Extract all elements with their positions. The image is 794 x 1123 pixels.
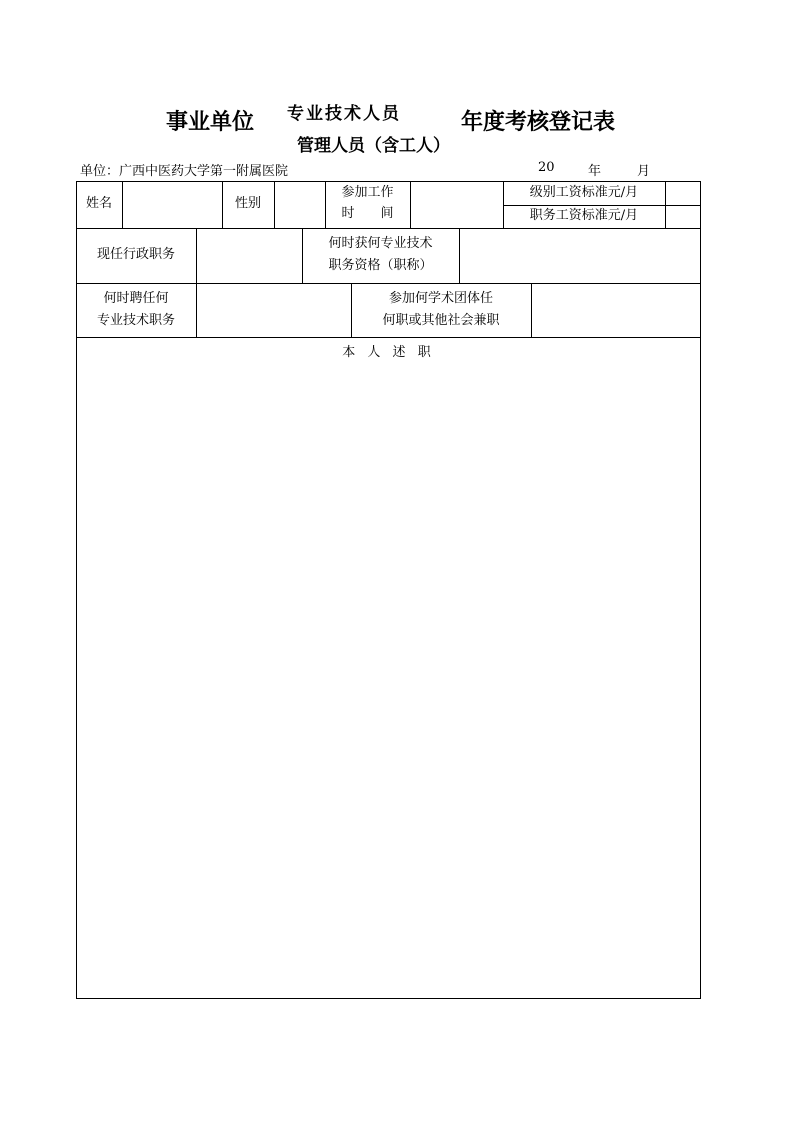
grade-salary-label: 级别工资标准元/月 <box>529 185 639 200</box>
name-label: 姓名 <box>85 196 112 211</box>
unit-label: 单位：广西中医药大学第一附属医院 <box>80 164 289 179</box>
grade-salary-field[interactable] <box>666 182 700 205</box>
year-label: 年 <box>588 164 602 179</box>
title-suffix: 年度考核登记表 <box>461 110 616 135</box>
society-label-line1: 参加何学术团体任 <box>388 291 493 306</box>
work-start-field[interactable] <box>411 182 503 228</box>
admin-position-field[interactable] <box>197 229 302 283</box>
qualification-label-line1: 何时获何专业技术 <box>328 236 433 251</box>
work-start-label-line1: 参加工作 <box>341 185 394 200</box>
appointment-label-line2: 专业技术职务 <box>96 313 175 328</box>
gender-label: 性别 <box>234 196 261 211</box>
title-prefix: 事业单位 <box>166 110 255 135</box>
society-label-line2: 何职或其他社会兼职 <box>382 313 500 328</box>
qualification-field[interactable] <box>460 229 700 283</box>
appointment-field[interactable] <box>197 284 351 337</box>
month-label: 月 <box>637 164 651 179</box>
position-salary-label: 职务工资标准元/月 <box>529 208 639 223</box>
appointment-label-line1: 何时聘任何 <box>103 291 169 306</box>
gender-field[interactable] <box>275 182 325 228</box>
position-salary-field[interactable] <box>666 206 700 228</box>
society-field[interactable] <box>532 284 700 337</box>
statement-field[interactable] <box>77 368 700 998</box>
title-category-management: 管理人员（含工人） <box>297 136 450 156</box>
admin-position-label: 现任行政职务 <box>96 247 175 262</box>
qualification-label-line2: 职务资格（职称） <box>328 258 433 273</box>
name-field[interactable] <box>123 182 222 228</box>
work-start-label-line2: 时 间 <box>341 206 394 221</box>
year-prefix: 20 <box>538 160 555 175</box>
title-category-professional: 专业技术人员 <box>287 104 401 124</box>
statement-label: 本 人 述 职 <box>342 345 435 360</box>
